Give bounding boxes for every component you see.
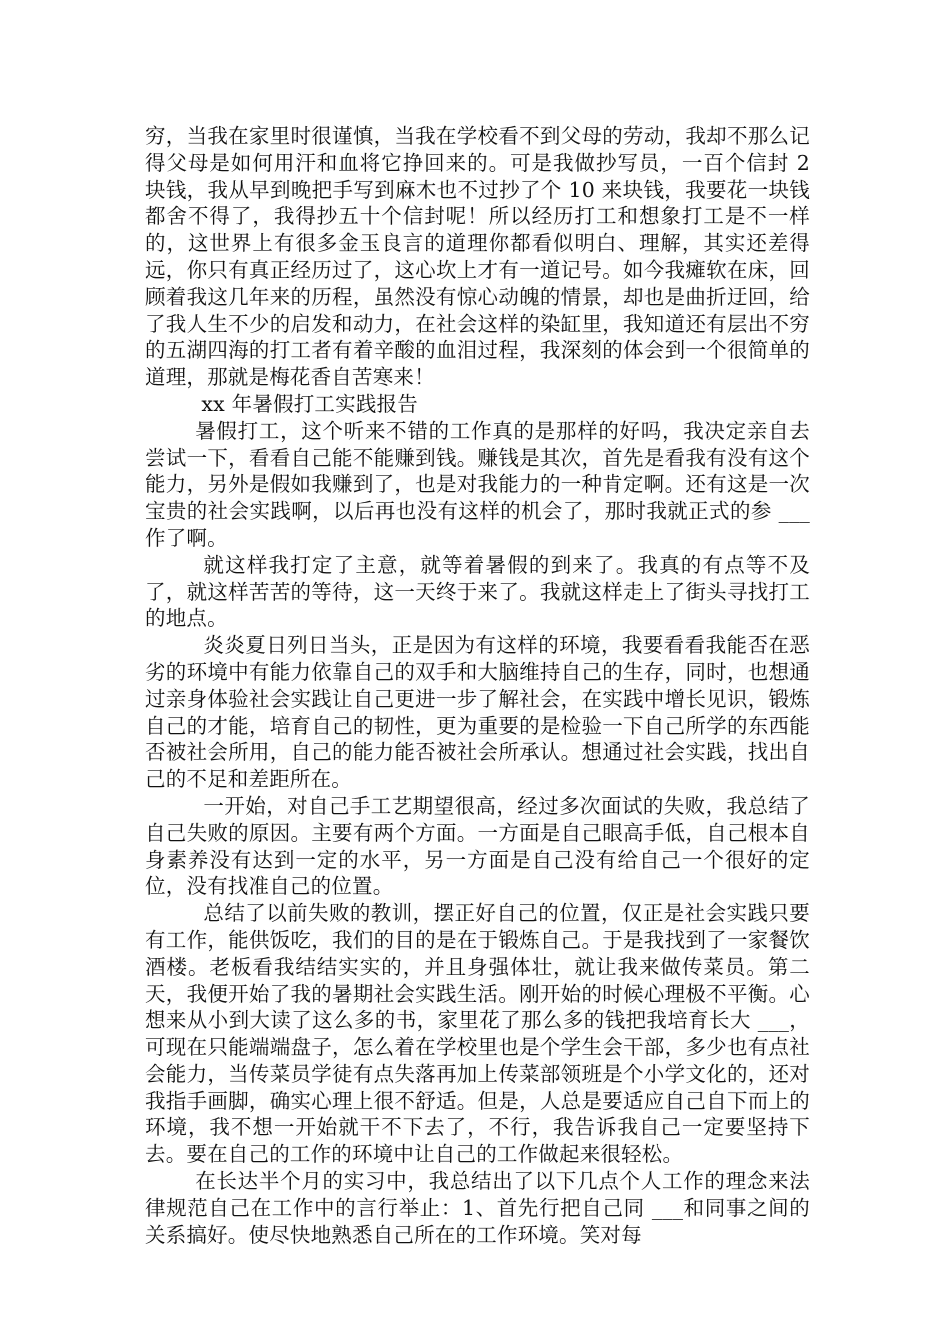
paragraph: 暑假打工，这个听来不错的工作真的是那样的好吗，我决定亲自去尝试一下，看看自己能不能赚到钱。赚钱是其次，首先是看我有没有这个能力，另外是假如我赚到了，也是对我能力的一种肯定啊。还有这是一次宝贵的社会实践啊，以后再也没有这样的机会了，那时我就正式的参 ___作了啊。 <box>145 418 810 550</box>
paragraph: 在长达半个月的实习中，我总结出了以下几点个人工作的理念来法律规范自己在工作中的言行举止：1、首先行把自己同 ___和同事之间的关系搞好。使尽快地熟悉自己所在的工作环境。笑对每 <box>145 1169 810 1247</box>
paragraph: 炎炎夏日列日当头，正是因为有这样的环境，我要看看我能否在恶劣的环境中有能力依靠自己的双手和大脑维持自己的生存，同时，也想通过亲身体验社会实践让自己更进一步了解社会，在实践中增长见识，锻炼自己的才能，培育自己的韧性，更为重要的是检验一下自己所学的东西能否被社会所用，自己的能力能否被社会所承认。想通过社会实践，找出自己的不足和差距所在。 <box>145 633 810 792</box>
paragraph: 就这样我打定了主意，就等着暑假的到来了。我真的有点等不及了，就这样苦苦的等待，这一天终于来了。我就这样走上了街头寻找打工的地点。 <box>145 552 810 631</box>
paragraph-continuation: 穷，当我在家里时很谨慎，当我在学校看不到父母的劳动，我却不那么记得父母是如何用汗和血将它挣回来的。可是我做抄写员，一百个信封 2 块钱，我从早到晚把手写到麻木也不过抄了个 10 来块钱，我要花一块钱都舍不得了，我得抄五十个信封呢！所以经历打工和想象打工是不一样的，这世界上有很多金玉良言的道理你都看似明白、理解，其实还差得远，你只有真正经历过了，这心坎上才有一道记号。如今我瘫软在床，回顾着我这几年来的历程，虽然没有惊心动魄的情景，却也是曲折迂回，给了我人生不少的启发和动力，在社会这样的染缸里，我知道还有层出不穷的五湖四海的打工者有着辛酸的血泪过程，我深刻的体会到一个很简单的道理，那就是梅花香自苦寒来！ <box>145 124 817 390</box>
paragraph: 一开始，对自己手工艺期望很高，经过多次面试的失败，我总结了自己失败的原因。主要有两个方面。一方面是自己眼高手低，自己根本自身素养没有达到一定的水平，另一方面是自己没有给自己一个很好的定位，没有找准自己的位置。 <box>145 793 810 899</box>
section-title: xx 年暑假打工实践报告 <box>201 391 418 416</box>
document-body <box>145 123 817 1248</box>
paragraph: 总结了以前失败的教训，摆正好自己的位置，仅正是社会实践只要有工作，能供饭吃，我们的目的是在于锻炼自己。于是我找到了一家餐饮酒楼。老板看我结结实实的，并且身强体壮，就让我来做传菜员。第二天，我便开始了我的暑期社会实践生活。刚开始的时候心理极不平衡。心想来从小到大读了这么多的书，家里花了那么多的钱把我培育长大 ___，可现在只能端端盘子，怎么着在学校里也是个学生会干部，多少也有点社会能力，当传菜员学徒有点失落再加上传菜部领班是个小学文化的，还对我指手画脚，确实心理上很不舒适。但是，人总是要适应自己自下而上的环境，我不想一开始就干不下去了，不行，我告诉我自己一定要坚持下去。要在自己的工作的环境中让自己的工作做起来很轻松。 <box>145 901 810 1167</box>
